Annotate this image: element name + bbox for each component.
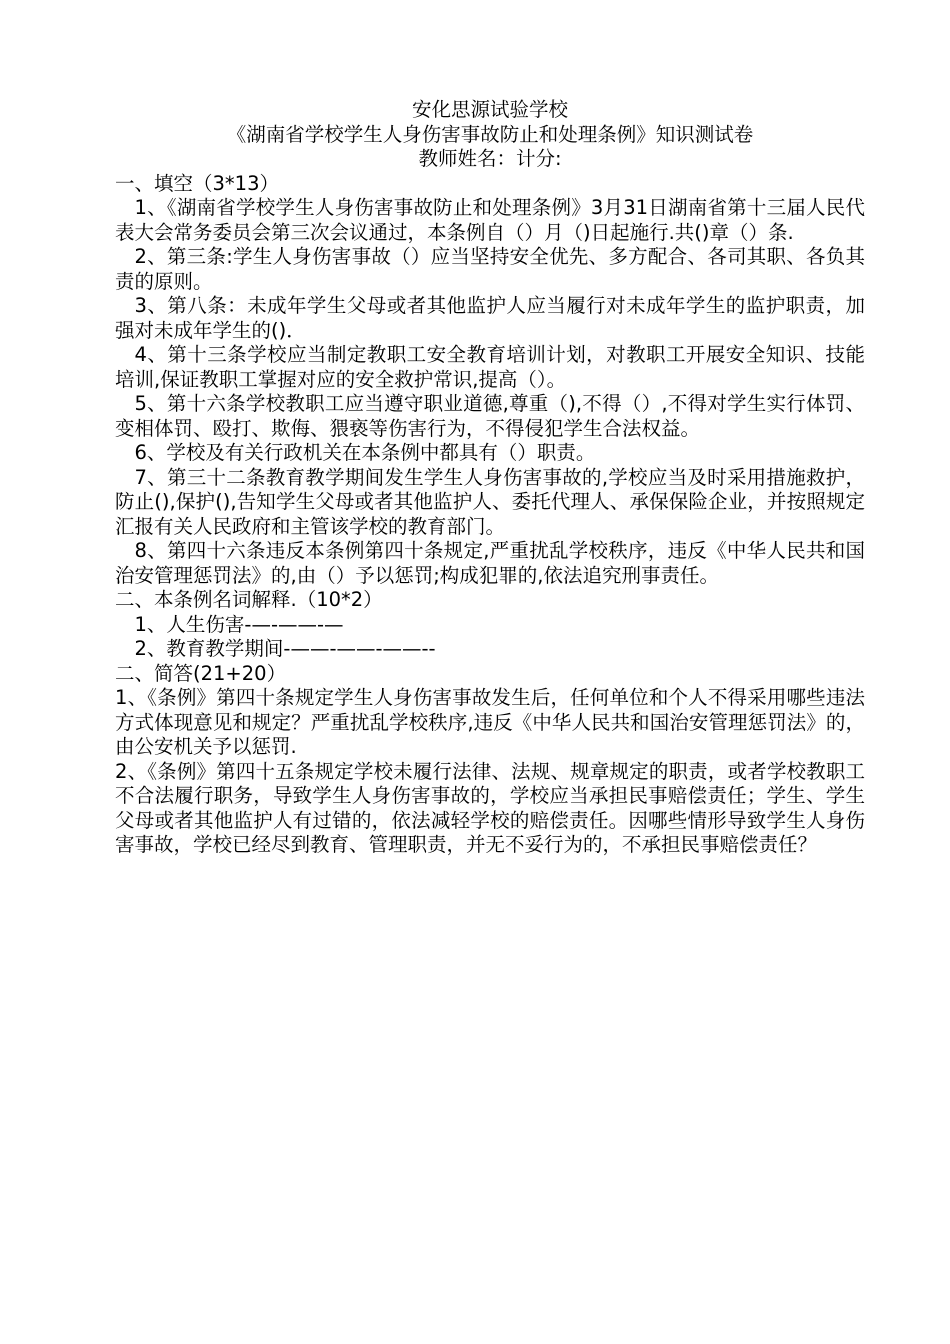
section-terms-heading: 二、本条例名词解释.（10*2） [115,588,383,611]
fill-blank-item-1: 1、《湖南省学校学生人身伤害事故防止和处理条例》3月31日湖南省第十三届人民代表大会常务委员会第三次会议通过，本条例自（）月（)日起施行.共()章（）条. [115,196,865,244]
fill-blank-item-4: 4、第十三条学校应当制定教职工安全教育培训计划，对教职工开展安全知识、技能培训,保证教职工掌握对应的安全救护常识,提高（）。 [115,343,865,391]
fill-blank-item-8: 8、第四十六条违反本条例第四十条规定,严重扰乱学校秩序，违反《中华人民共和国治安管理惩罚法》的,由（）予以惩罚;构成犯罪的,依法追究刑事责任。 [115,539,865,587]
short-answer-item-2: 2、《条例》第四十五条规定学校未履行法律、法规、规章规定的职责，或者学校教职工不合法履行职务，导致学生人身伤害事故的，学校应当承担民事赔偿责任；学生、学生父母或者其他监护人有过错的，依法减轻学校的赔偿责任。因哪些情形导致学生人身伤害事故，学校已经尽到教育、管理职责，并无不妥行为的，不承担民事赔偿责任？ [115,759,865,856]
section-short-answer-heading: 二、简答(21+20） [115,661,287,685]
term-item-1: 1、人生伤害-—-——-— [134,612,344,636]
fill-blank-item-6: 6、学校及有关行政机关在本条例中都具有（）职责。 [134,441,596,464]
teacher-score-line: 教师姓名：计分: [418,147,562,170]
fill-blank-item-2: 2、第三条:学生人身伤害事故（）应当坚持安全优先、多方配合、各司其职、各负其责的原则。 [115,245,865,293]
fill-blank-item-5: 5、第十六条学校教职工应当遵守职业道德,尊重（),不得（）,不得对学生实行体罚、变相体罚、殴打、欺侮、猥亵等伤害行为，不得侵犯学生合法权益。 [115,392,865,440]
term-item-2: 2、教育教学期间-——-——-——-- [134,637,436,660]
document-title: 《湖南省学校学生人身伤害事故防止和处理条例》知识测试卷 [226,122,754,146]
fill-blank-item-7: 7、第三十二条教育教学期间发生学生人身伤害事故的,学校应当及时采用措施救护，防止(),保护(),告知学生父母或者其他监护人、委托代理人、承保保险企业，并按照规定汇报有关人民政府和主管该学校的教育部门。 [115,465,865,538]
section-fill-blank-heading: 一、填空（3*13） [115,171,279,195]
short-answer-item-1: 1、《条例》第四十条规定学生人身伤害事故发生后，任何单位和个人不得采用哪些违法方式体现意见和规定？严重扰乱学校秩序,违反《中华人民共和国治安管理惩罚法》的，由公安机关予以惩罚. [115,686,865,758]
fill-blank-item-3: 3、第八条：未成年学生父母或者其他监护人应当履行对未成年学生的监护职责，加强对未成年学生的()． [115,294,865,342]
document-page [115,98,865,858]
school-name: 安化思源试验学校 [411,98,568,121]
